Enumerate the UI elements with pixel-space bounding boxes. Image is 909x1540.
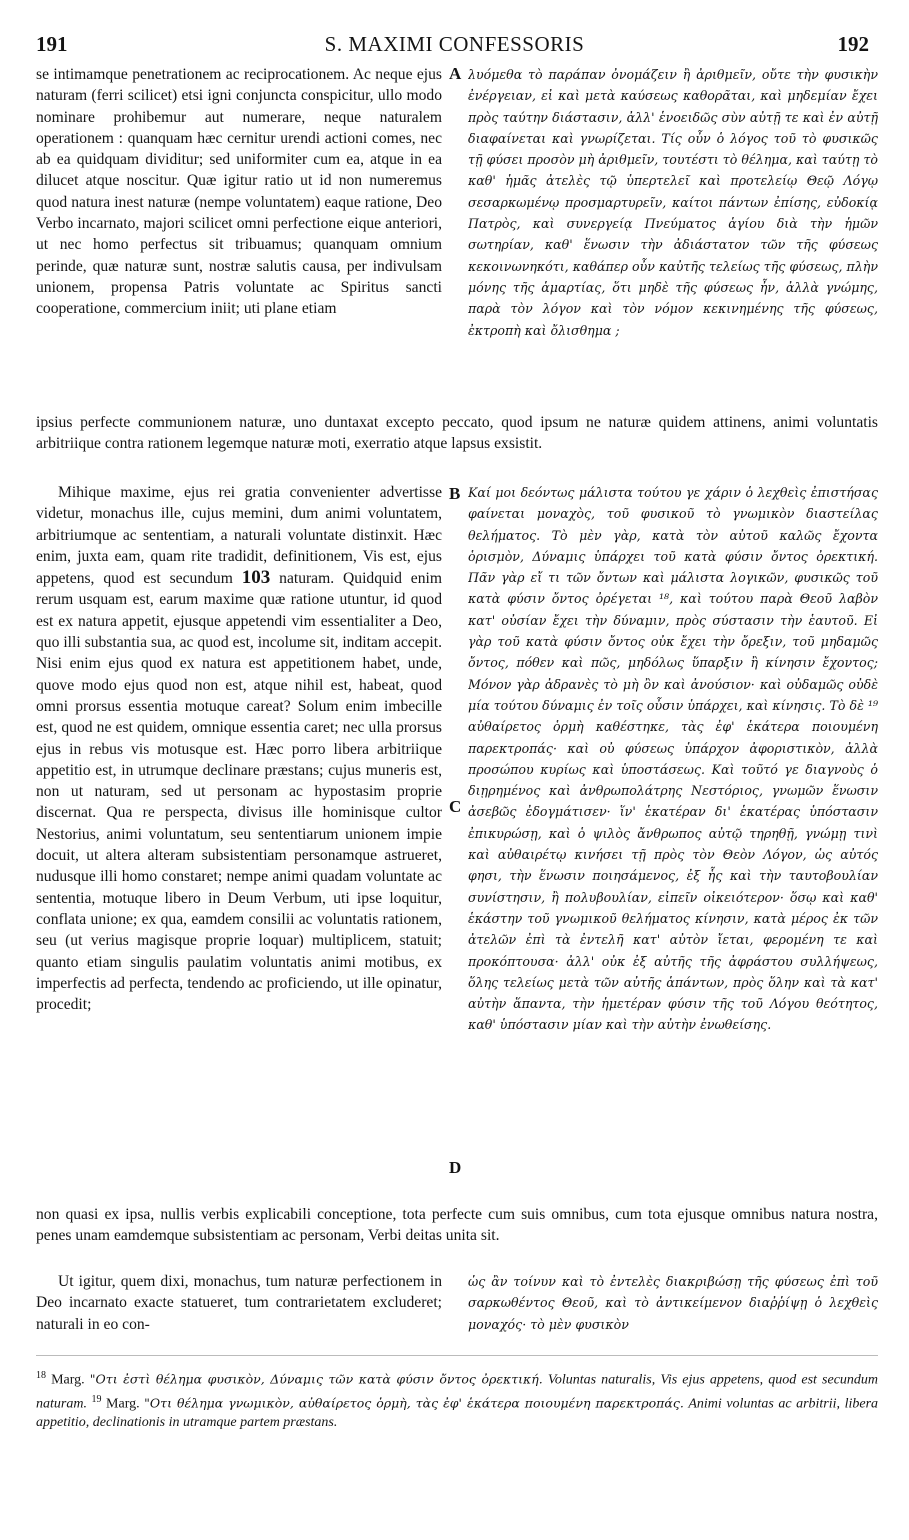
footnote-latin: Animi voluntas ac arbitrii, libera appetitio, declinationis in utramque partem præstans. (36, 1396, 879, 1431)
margin-marker-d: D (449, 1158, 462, 1177)
greek-column (468, 1271, 878, 1339)
latin-text: Ut igitur, quem dixi, monachus, tum naturæ perfectionem in Deo incarnato exacte statueret, tum contrarietatem excluderet; naturali in eo con- (36, 1273, 442, 1333)
footnotes (36, 1366, 878, 1432)
footnote-divider (36, 1355, 878, 1356)
latin-text-part: Mihique maxime, ejus rei gratia convenienter advertisse videtur, monachus ille, cujus memini, dum animi voluntatem, arbitriumque ac sententiam, a naturali voluntate distinxit. Hæc enim, juxta eam, quam rite tradidit, definitionem, Vis est, ejus appetens, quod est secundum (36, 484, 442, 588)
greek-text: λυόμεθα τὸ παράπαν ὀνομάζειν ἢ ἀριθμεῖν, οὔτε τὴν φυσικὴν ἐνέργειαν, εἰ καὶ μετὰ καύσεως καθορᾶται, καὶ μηδεμίαν ἔχει πρὸς ταύτην διάστασιν, ἀλλ' ἑνοειδῶς σὺν αὐτῇ τε καὶ ἐν αὐτῇ διαφαίνεται καὶ γνωρίζεται. Τίς οὖν ὁ λόγος τοῦ τὸ φυσικῶς τῇ φύσει προσὸν μὴ ἀριθμεῖν, τουτέστι τὸ θέλημα, καὶ ταύτῃ τὸ καθ' ἡμᾶς ἀτελὲς τῷ ὑπερτελεῖ καὶ προτελείῳ Θεῷ Λόγῳ σεσαρκωμένῳ προσμαρτυρεῖν, καίτοι πάντων ἐπίσης, εὐδοκίᾳ Πατρὸς, καὶ συνεργείᾳ Πνεύματος ἁγίου διὰ τὴν ἡμῶν σωτηρίαν, καθ' ἕνωσιν τὴν ἀδιάστατον τῶν τῆς φύσεως κεκοινωνηκότι, καθάπερ οὖν καὐτῆς τελείως τῆς φύσεως, πλὴν μόνης τῆς ἁμαρτίας, ὅτι μηδὲ τῆς φύσεως ἦν, ἀλλὰ γνώμης, παρὰ τὸν λόγον καὶ τὸν νόμον κεκινημένης τῆς φύσεως, ἐκτροπὴ καὶ ὄλισθημα ; (468, 67, 878, 338)
footnote-greek: "Οτι θέλημα γνωμικὸν, αὐθαίρετος ὁρμὴ, τὰς ἐφ' ἑκάτερα ποιουμένη παρεκτροπάς. (144, 1395, 684, 1411)
latin-column (36, 64, 442, 410)
greek-text: Καί μοι δεόντως μάλιστα τούτου γε χάριν ὁ λεχθεὶς ἐπιστήσας φαίνεται μοναχὸς, τοῦ φυσικοῦ τὸ γνωμικὸν διαστείλας θελήματος. Τὸ μὲν γὰρ, κατὰ τὸν αὐτοῦ καλῶς ἔχοντα ὁρισμὸν, Δύναμις ὑπάρχει τοῦ κατὰ φύσιν ὄντος ὀρεκτική. Πᾶν γὰρ εἴ τι τῶν ὄντων καὶ μάλιστα λογικῶν, φυσικῶς τοῦ κατὰ φύσιν ὄντος ὀρέγεται ¹⁸, καὶ τούτου παρὰ Θεοῦ λαβὸν κατ' οὐσίαν ἔχει τὴν δύναμιν, πρὸς σύστασιν τὴν ἑαυτοῦ. Εἰ γὰρ τοῦ κατὰ φύσιν ὄντος οὐκ ἔχει τὴν ὄρεξιν, τοῦ μηδαμῶς ὄντος, πόθεν καὶ πῶς, μηδόλως ὕπαρξιν ἢ κίνησιν ἔχοντος; Μόνον γὰρ ἀδρανὲς τὸ μὴ ὂν καὶ ἀνούσιον· καὶ οὐδαμῶς οὐδὲ μία τούτου δύναμις ἐν τοῖς οὖσιν ὑπάρχει, καὶ κίνησις. Τὸ δὲ ¹⁹ αὐθαίρετος ὁρμὴ καθέστηκε, τὰς ἐφ' ἑκάτερα ποιουμένη παρεκτροπάς· καὶ οὐ φύσεως ὑπάρχον ἀφοριστικὸν, ἀλλὰ προσώπου κυρίως καὶ ὑποστάσεως. Καὶ τοῦτό γε διαγνοὺς ὁ διῃρημένος καὶ ἀνθρωπολάτρης Νεστόριος, γνωμῶν ἕνωσιν ἀσεβῶς ἐδογμάτισεν· ἵν' ἑκατέραν δι' ἑκατέρας ὑπόστασιν ἐπικυρώσῃ, καὶ ὁ ψιλὸς ἄνθρωπος αὐτῷ τηρηθῇ, γνώμῃ τινὶ καὶ αὐθαιρέτῳ κινήσει τῇ πρὸς τὸν Θεὸν Λόγον, ὡς αὐτός φησι, τὴν ἕνωσιν ποιησάμενος, ἐξ ἧς καὶ τὴν ταυτοβουλίαν συνίστησιν, ἢ πολυβουλίαν, εἰπεῖν οἰκειότερον· ὅσῳ καὶ καθ' ἑκάστην τοῦ γνωμικοῦ θελήματος κίνησιν, κατὰ μέρος ἐκ τῶν ἀτελῶν ἐπὶ τὰ ἐντελῆ κατ' αὐτὸν ἴεται, φερομένη τε καὶ προκόπτουσα· ἀλλ' οὐκ ἐξ αὐτῆς τῆς ἀφράστου συλλήψεως, ὅλης τελείως μετὰ τῶν αὐτῆς ἁπάντων, πρὸς ὅλην καὶ τὰ κατ' αὐτὴν ἅπαντα, τὴν ἡμετέραν φύσιν τῆς τοῦ Λόγου θεότητος, καθ' ὑπόστασιν μίαν καὶ τὴν αὐτὴν ἐνωθείσης. (468, 485, 878, 1033)
latin-text-part: naturam. Quidquid enim rerum usquam est, earum maxime quæ ratione utuntur, id quod est ex natura appetit, ejusque appetendi vim essentialiter a Deo, quo illi substantia sua, ac quod est, incolume sit, inditam accepit. Nisi enim ejus quod ex natura est appetitionem habet, unde, quove modo ejus quod non est, atque nihil est, habeat, quod omni prorsus essentia motuque careat? Solum enim imbecille est, quod ne est quidem, omnique essentia caret; nec ulla prorsus ejus in rebus vis motusque est. Hæc porro libera arbitriique appetitio est, in utrumque declinare præstans; cujus muneris est, non ut naturam, sed ut personam ac hypostasim proprie discernat. Qua re perspecta, divisus ille hominisque cultor Nestorius, animi voluntatum, seu sententiarum unionem impie docuit, ut altera alteram subsistentiam personamque astrueret, nudusque illi homo constaret; nempe animi quadam voluntate ac sententia, motuque libero in Deum Verbum, uti ipse loquitur, conflata unione; ex qua, eamdem consilii ac voluntatis rationem, seu (ut verius magisque proprie loquar) multiplicem, statuit; quanto etiam singulis paulatim voluntatis animi motibus, ex imperfectis ad perfecta, tendendo ac proficiendo, ut ille opinatur, procedit; (36, 570, 442, 1014)
section-three (36, 1271, 878, 1341)
greek-column (468, 482, 878, 1190)
footnote-latin: Voluntas naturalis, Vis ejus appetens, quod est secundum naturam. (36, 1372, 879, 1412)
latin-column (36, 1271, 442, 1339)
margin-marker-a: A (449, 64, 462, 83)
footnote-marg: Marg. (106, 1396, 140, 1412)
full-width-paragraph: ipsius perfecte communionem naturæ, uno duntaxat excepto peccato, quod ipsum ne naturæ quidem attinens, animi voluntatis arbitriique contra rationem legemque naturæ moti, exerratio atque lapsus exsistit. (36, 414, 878, 453)
greek-column (468, 64, 878, 410)
page-number-right: 192 (837, 32, 869, 56)
section-two (36, 482, 878, 1192)
latin-text: se intimamque penetrationem ac reciprocationem. Ac neque ejus naturam (ferri scilicet) etsi igni conjuncta conspicitur, ullo modo nominare prohibemur aut numerare, neque naturalem operationem : quanquam hæc cernitur urendi actioni comes, nec ab ea quidquam dividitur; sed uniformiter cum ea, atque in ea dilucet atque noscitur. Quæ igitur ratio ut id non numeremus quod natura inest naturæ (nempe voluntatem) eaque ratione, Deo Verbo incarnato, majori scilicet omni perfectione eique anteriori, ut nec homo perfectus sit tribuamus; quanquam omnium perinde, quæ naturæ sunt, nostræ salutis causa, per indivulsam unionem, propensa Patris voluntate ac Spiritus sancti cooperatione, commercium iniit; uti plane etiam (36, 66, 442, 318)
column-number: 103 (241, 567, 271, 589)
footnote-greek: "Οτι ἐστὶ θέλημα φυσικὸν, Δύναμις τῶν κατὰ φύσιν ὄντος ὀρεκτική. (89, 1371, 543, 1387)
full-width-paragraph: non quasi ex ipsa, nullis verbis explicabili conceptione, tota perfecte cum suis omnibus, cum tota ejusque omnibus natura nostra, penes unam eamdemque subsistentiam ac personam, Verbi deitas unita sit. (36, 1206, 878, 1245)
margin-marker-b: B (449, 484, 461, 503)
latin-column (36, 482, 442, 1190)
margin-marker-c: C (449, 797, 462, 816)
page-number-left: 191 (36, 32, 68, 56)
footnote-marg: Marg. (51, 1372, 85, 1388)
running-title: S. MAXIMI CONFESSORIS (324, 32, 585, 56)
greek-text: ὡς ἂν τοίνυν καὶ τὸ ἐντελὲς διακριβώσῃ τῆς φύσεως ἐπὶ τοῦ σαρκωθέντος Θεοῦ, καὶ τὸ ἀντικείμενον διαῤῥίψῃ ὁ λεχθεὶς μοναχός· τὸ μὲν φυσικὸν (468, 1274, 878, 1332)
footnote-number: 19 (91, 1393, 102, 1405)
latin-text (36, 482, 442, 1015)
section-one (36, 64, 878, 412)
footnote-number: 18 (36, 1370, 46, 1381)
